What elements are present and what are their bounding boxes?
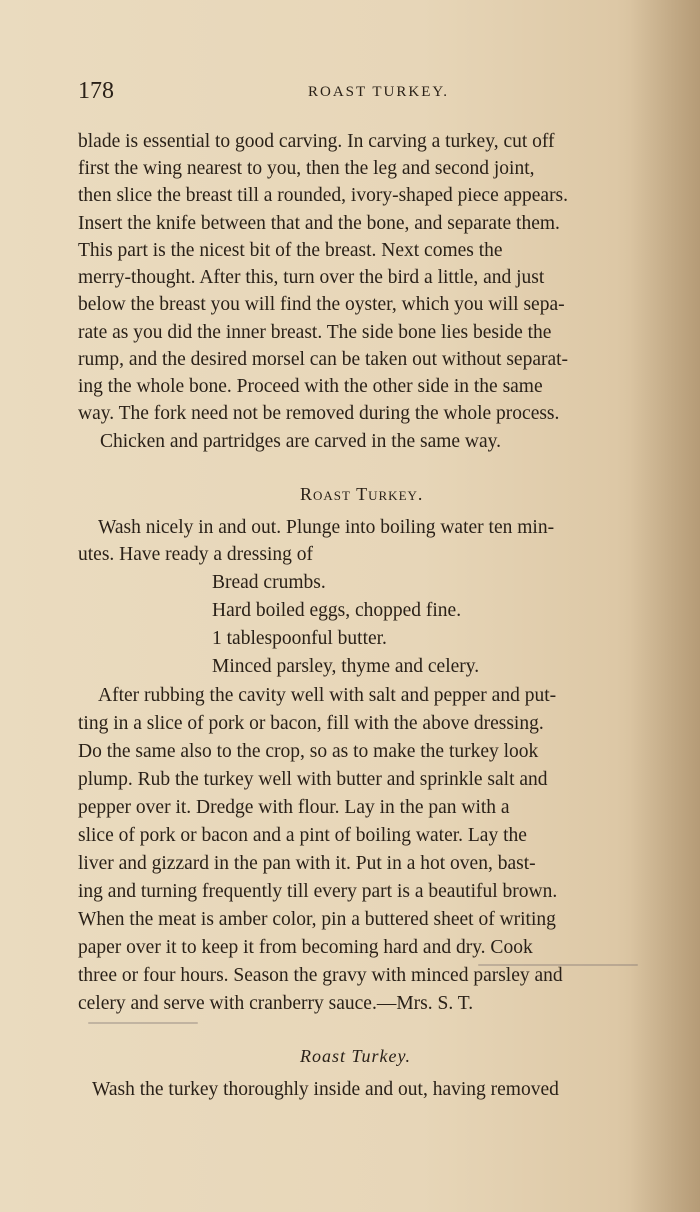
carving-line: This part is the nicest bit of the breast. Next comes the: [78, 240, 503, 261]
method-line: After rubbing the cavity well with salt and pepper and put-: [98, 685, 557, 706]
method-line: celery and serve with cranberry sauce.—Mrs. S. T.: [78, 993, 474, 1014]
carving-line: below the breast you will find the oyster, which you will sepa-: [78, 294, 565, 315]
method-line: plump. Rub the turkey well with butter and sprinkle salt and: [78, 769, 548, 790]
carving-line: rump, and the desired morsel can be taken out without separat-: [78, 349, 569, 370]
ingredient-item: Hard boiled eggs, chopped fine.: [212, 600, 462, 621]
method-line: three or four hours. Season the gravy with minced parsley and: [78, 965, 563, 986]
carving-line: first the wing nearest to you, then the leg and second joint,: [78, 158, 535, 179]
method-line: pepper over it. Dredge with flour. Lay in the pan with a: [78, 797, 510, 818]
page-body: [78, 130, 678, 1130]
carving-line: Chicken and partridges are carved in the same way.: [100, 431, 502, 452]
method-line: paper over it to keep it from becoming hard and dry. Cook: [78, 937, 533, 958]
ingredient-item: 1 tablespoonful butter.: [212, 628, 387, 649]
ingredient-item: Minced parsley, thyme and celery.: [212, 656, 480, 677]
page-header: [78, 78, 638, 108]
method-line: When the meat is amber color, pin a buttered sheet of writing: [78, 909, 556, 930]
pencil-mark: [478, 964, 638, 966]
carving-line: Insert the knife between that and the bone, and separate them.: [78, 213, 560, 234]
carving-line: blade is essential to good carving. In carving a turkey, cut off: [78, 131, 555, 152]
recipe-heading: Roast Turkey.: [300, 1046, 411, 1066]
method-line: liver and gizzard in the pan with it. Put in a hot oven, bast-: [78, 853, 536, 874]
recipe-intro-line: Wash nicely in and out. Plunge into boiling water ten min-: [98, 517, 555, 538]
recipe-intro-line: Wash the turkey thoroughly inside and out, having removed: [92, 1079, 559, 1100]
method-line: Do the same also to the crop, so as to make the turkey look: [78, 741, 539, 762]
method-line: ing and turning frequently till every part is a beautiful brown.: [78, 881, 558, 902]
carving-line: way. The fork need not be removed during the whole process.: [78, 403, 560, 424]
running-title: ROAST TURKEY.: [308, 84, 450, 100]
page-number: 178: [78, 78, 114, 104]
method-line: slice of pork or bacon and a pint of boiling water. Lay the: [78, 825, 527, 846]
carving-line: rate as you did the inner breast. The side bone lies beside the: [78, 322, 552, 343]
carving-line: merry-thought. After this, turn over the bird a little, and just: [78, 267, 545, 288]
carving-line: ing the whole bone. Proceed with the other side in the same: [78, 376, 543, 397]
ingredient-item: Bread crumbs.: [212, 572, 326, 593]
recipe-heading: Roast Turkey.: [300, 484, 424, 504]
pencil-mark: [88, 1022, 198, 1024]
method-line: ting in a slice of pork or bacon, fill with the above dressing.: [78, 713, 544, 734]
recipe-intro-line: utes. Have ready a dressing of: [78, 544, 313, 565]
carving-line: then slice the breast till a rounded, ivory-shaped piece appears.: [78, 185, 569, 206]
